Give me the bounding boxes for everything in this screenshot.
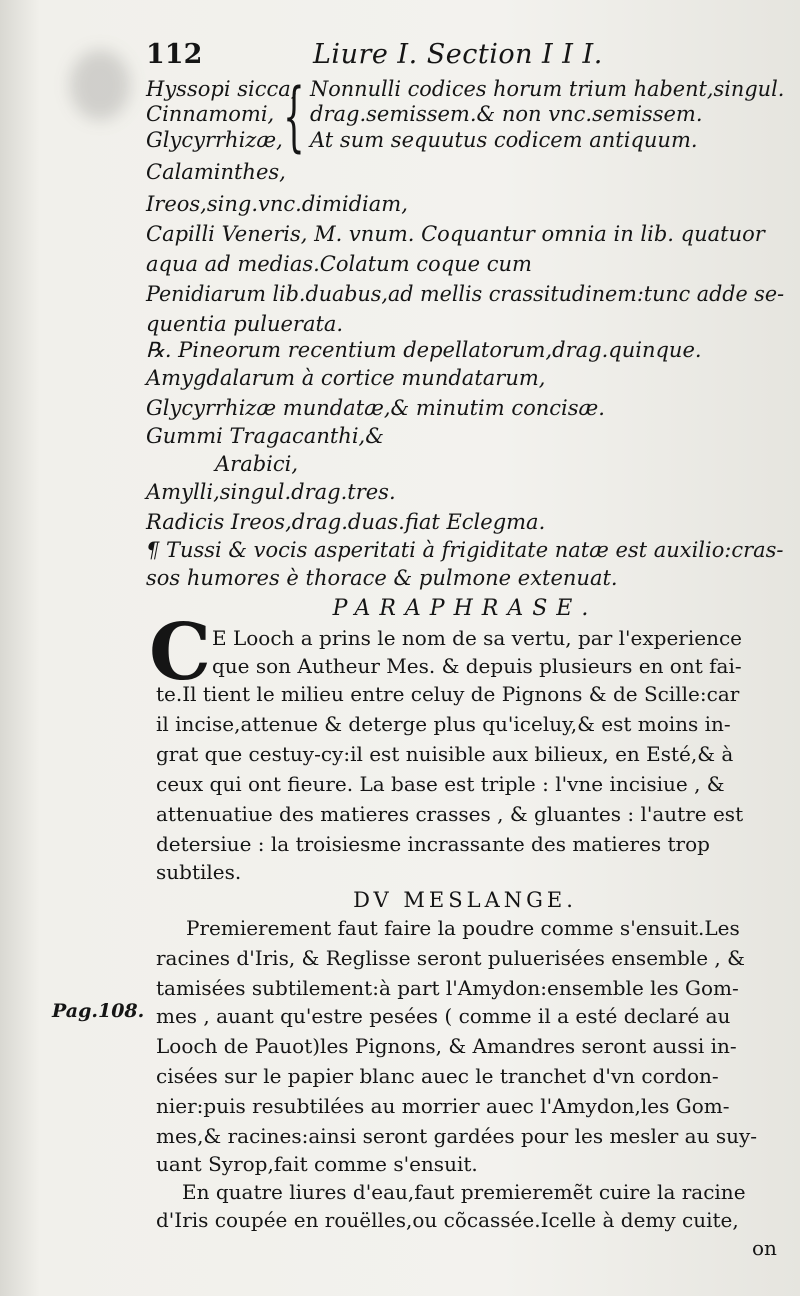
paragraph-line: Looch de Pauot)les Pignons, & Amandres seront aussi in- <box>156 1034 737 1058</box>
paragraph-line: Premierement faut faire la poudre comme s'ensuit.Les <box>186 916 740 940</box>
ingredient-line: Cinnamomi, <box>146 102 275 126</box>
catchword: on <box>752 1236 777 1260</box>
brace-note-line: drag.semissem.& non vnc.semissem. <box>310 102 703 126</box>
latin-line: Amylli,singul.drag.tres. <box>146 480 396 504</box>
curly-brace-icon: { <box>283 71 305 160</box>
paragraph-line: En quatre liures d'eau,faut premieremẽt cuire la racine <box>182 1180 746 1204</box>
section-heading: PARAPHRASE. <box>332 596 598 621</box>
paragraph-line: racines d'Iris, & Reglisse seront puluerisées ensemble , & <box>156 946 745 970</box>
paragraph-line: uant Syrop,fait comme s'ensuit. <box>156 1152 478 1176</box>
brace-note-line: Nonnulli codices horum trium habent,singul. <box>310 77 785 101</box>
latin-line: Arabici, <box>215 452 299 476</box>
latin-line: ℞. Pineorum recentium depellatorum,drag.quinque. <box>146 338 702 362</box>
latin-line: Calaminthes, <box>146 160 286 184</box>
latin-line: ¶ Tussi & vocis asperitati à frigiditate natæ est auxilio:cras- <box>146 538 784 562</box>
paragraph-line: cisées sur le papier blanc auec le tranchet d'vn cordon- <box>156 1064 719 1088</box>
paragraph-line: attenuatiue des matieres crasses , & gluantes : l'autre est <box>156 802 744 826</box>
paragraph-line: mes , auant qu'estre pesées ( comme il a esté declaré au <box>156 1004 731 1028</box>
margin-note: Pag.108. <box>52 1000 145 1022</box>
latin-line: Radicis Ireos,drag.duas.fiat Eclegma. <box>146 510 546 534</box>
latin-line: Amygdalarum à cortice mundatarum, <box>146 366 546 390</box>
paragraph-line: te.Il tient le milieu entre celuy de Pignons & de Scille:car <box>156 682 740 706</box>
latin-line: Glycyrrhizæ mundatæ,& minutim concisæ. <box>146 396 605 420</box>
paragraph-line: mes,& racines:ainsi seront gardées pour les mesler au suy- <box>156 1124 758 1148</box>
page-stain <box>70 50 130 120</box>
paragraph-line: detersiue : la troisiesme incrassante des matieres trop <box>156 832 710 856</box>
paragraph-line: d'Iris coupée en rouëlles,ou cõcassée.Icelle à demy cuite, <box>156 1208 739 1232</box>
paragraph-line: subtiles. <box>156 860 242 884</box>
paragraph-line: E Looch a prins le nom de sa vertu, par l'experience <box>212 626 743 650</box>
drop-cap: C <box>149 607 212 698</box>
paragraph-line: tamisées subtilement:à part l'Amydon:ensemble les Gom- <box>156 976 739 1000</box>
latin-line: quentia puluerata. <box>146 312 344 336</box>
latin-line: Ireos,sing.vnc.dimidiam, <box>146 192 408 216</box>
paragraph-line: que son Autheur Mes. & depuis plusieurs en ont fai- <box>212 654 742 678</box>
latin-line: aqua ad medias.Colatum coque cum <box>146 252 532 276</box>
page-header <box>146 38 766 72</box>
paragraph-line: nier:puis resubtilées au morrier auec l'Amydon,les Gom- <box>156 1094 730 1118</box>
brace-note-line: At sum sequutus codicem antiquum. <box>310 128 698 152</box>
paragraph-line: grat que cestuy-cy:il est nuisible aux bilieux, en Esté,& à <box>156 742 734 766</box>
paragraph-line: il incise,attenue & deterge plus qu'iceluy,& est moins in- <box>156 712 731 736</box>
latin-line: Gummi Tragacanthi,& <box>146 424 384 448</box>
latin-line: Capilli Veneris, M. vnum. Coquantur omnia in lib. quatuor <box>146 222 765 246</box>
ingredient-line: Glycyrrhizæ, <box>146 128 283 152</box>
paragraph-line: ceux qui ont fieure. La base est triple : l'vne incisiue , & <box>156 772 725 796</box>
running-title: Liure I. Section I I I. <box>313 39 603 70</box>
latin-line: Penidiarum lib.duabus,ad mellis crassitudinem:tunc adde se- <box>146 282 785 306</box>
latin-line: sos humores è thorace & pulmone extenuat. <box>146 566 618 590</box>
ingredient-line: Hyssopi sicca, <box>146 77 298 101</box>
page-number: 112 <box>146 39 203 70</box>
section-heading: DV MESLANGE. <box>353 888 577 912</box>
